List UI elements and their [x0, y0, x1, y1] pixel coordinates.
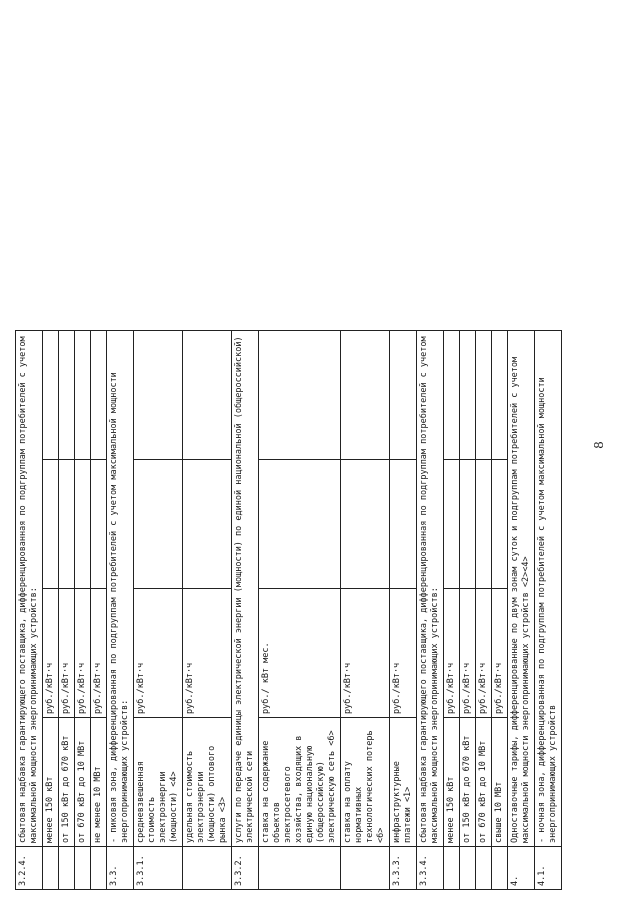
- row-number: 3.3.1.: [134, 847, 183, 890]
- row-number: [91, 847, 107, 890]
- row-value-cell: [75, 460, 91, 589]
- table-row: [16, 331, 43, 890]
- row-unit: руб./кВт·ч: [390, 589, 417, 718]
- table-row: [107, 331, 134, 890]
- row-unit: руб./ кВт мес.: [259, 589, 341, 718]
- row-number: [59, 847, 75, 890]
- row-number: [259, 847, 341, 890]
- row-value-cell: [183, 460, 232, 589]
- row-value-cell: [259, 331, 341, 460]
- row-unit: руб./кВт·ч: [134, 589, 183, 718]
- row-value-cell: [492, 460, 508, 589]
- row-unit: руб./кВт·ч: [43, 589, 59, 718]
- row-number: [341, 847, 390, 890]
- row-number: 4.: [508, 847, 535, 890]
- row-name: сбытовая надбавка гарантирующего поставщика, дифференцированная по подгруппам потребителей с учетом максимальной мощности энергопринимающих устройств:: [417, 331, 444, 847]
- row-name: услуги по передаче единицы электрической энергии (мощности) по единой национальной (общероссийской) электрической сети: [232, 331, 259, 847]
- row-value-cell: [444, 460, 460, 589]
- row-name: менее 150 кВт: [43, 718, 59, 847]
- row-name: менее 150 кВт: [444, 718, 460, 847]
- table-row: [59, 331, 75, 890]
- table-row: [492, 331, 508, 890]
- tariff-table: [15, 330, 562, 890]
- row-name: от 670 кВт до 10 МВт: [75, 718, 91, 847]
- row-value-cell: [91, 460, 107, 589]
- row-number: 3.3.3.: [390, 847, 417, 890]
- row-number: [43, 847, 59, 890]
- row-name: сбытовая надбавка гарантирующего поставщика, дифференцированная по подгруппам потребителей с учетом максимальной мощности энергопринимающих устройств:: [16, 331, 43, 847]
- row-number: [444, 847, 460, 890]
- table-row: [341, 331, 390, 890]
- row-name: - ночная зона, дифференцированная по подгруппам потребителей с учетом максимальной мощности энергопринимающих устройств: [535, 331, 562, 847]
- row-unit: руб./кВт·ч: [75, 589, 91, 718]
- row-name: удельная стоимость электроэнергии (мощности) оптового рынка <3>: [183, 718, 232, 847]
- table-row: [444, 331, 460, 890]
- table-row: [134, 331, 183, 890]
- table-row: [460, 331, 476, 890]
- row-value-cell: [134, 460, 183, 589]
- row-number: 3.3.4.: [417, 847, 444, 890]
- row-number: 3.2.4.: [16, 847, 43, 890]
- row-value-cell: [476, 460, 492, 589]
- row-value-cell: [341, 331, 390, 460]
- page-number: 8: [592, 441, 606, 449]
- table-row: [232, 331, 259, 890]
- row-value-cell: [59, 331, 75, 460]
- row-unit: руб./кВт·ч: [492, 589, 508, 718]
- row-name: - пиковая зона, дифференцированная по подгруппам потребителей с учетом максимальной мощности энергопринимающих устройств:: [107, 331, 134, 847]
- table-row: [535, 331, 562, 890]
- row-name: инфраструктурные платежи <1>: [390, 718, 417, 847]
- table-row: [183, 331, 232, 890]
- row-unit: руб./кВт·ч: [183, 589, 232, 718]
- row-name: от 670 кВт до 10 МВт: [476, 718, 492, 847]
- row-unit: руб./кВт·ч: [476, 589, 492, 718]
- table-row: [91, 331, 107, 890]
- row-name: ставка на содержание объектов электросетевого хозяйства, входящих в единую национальную (общероссийскую) электрическую сеть <6>: [259, 718, 341, 847]
- row-value-cell: [259, 460, 341, 589]
- row-value-cell: [390, 331, 417, 460]
- row-number: [75, 847, 91, 890]
- row-name: от 150 кВт до 670 кВт: [460, 718, 476, 847]
- table-row: [390, 331, 417, 890]
- tariff-table-rotated: [15, 330, 565, 890]
- row-number: [183, 847, 232, 890]
- row-value-cell: [460, 460, 476, 589]
- row-name: свыше 10 МВт: [492, 718, 508, 847]
- row-unit: руб./кВт·ч: [91, 589, 107, 718]
- row-number: [492, 847, 508, 890]
- table-row: [259, 331, 341, 890]
- row-value-cell: [59, 460, 75, 589]
- row-name: от 150 кВт до 670 кВт: [59, 718, 75, 847]
- row-number: [460, 847, 476, 890]
- table-row: [43, 331, 59, 890]
- row-number: [476, 847, 492, 890]
- row-name: ставка на оплату нормативных технологических потерь <6>: [341, 718, 390, 847]
- table-row: [75, 331, 91, 890]
- row-value-cell: [134, 331, 183, 460]
- row-value-cell: [492, 331, 508, 460]
- row-unit: руб./кВт·ч: [460, 589, 476, 718]
- row-value-cell: [341, 460, 390, 589]
- table-row: [476, 331, 492, 890]
- tariff-table-body: [16, 331, 562, 890]
- row-value-cell: [43, 460, 59, 589]
- table-row: [508, 331, 535, 890]
- row-name: не менее 10 МВт: [91, 718, 107, 847]
- row-number: 3.3.2.: [232, 847, 259, 890]
- row-value-cell: [444, 331, 460, 460]
- row-unit: руб./кВт·ч: [341, 589, 390, 718]
- row-unit: руб./кВт·ч: [444, 589, 460, 718]
- row-value-cell: [75, 331, 91, 460]
- row-value-cell: [476, 331, 492, 460]
- row-value-cell: [183, 331, 232, 460]
- row-unit: руб./кВт·ч: [59, 589, 75, 718]
- row-value-cell: [390, 460, 417, 589]
- row-value-cell: [43, 331, 59, 460]
- row-number: 3.3.: [107, 847, 134, 890]
- row-value-cell: [91, 331, 107, 460]
- table-row: [417, 331, 444, 890]
- row-name: Одноставочные тарифы, дифференцированные по двум зонам суток и подгруппам потребителей с учетом максимальной мощности энергопринимающих устройств <2><4>: [508, 331, 535, 847]
- row-name: средневзвешенная стоимость электроэнергии (мощности) <4>: [134, 718, 183, 847]
- row-number: 4.1.: [535, 847, 562, 890]
- row-value-cell: [460, 331, 476, 460]
